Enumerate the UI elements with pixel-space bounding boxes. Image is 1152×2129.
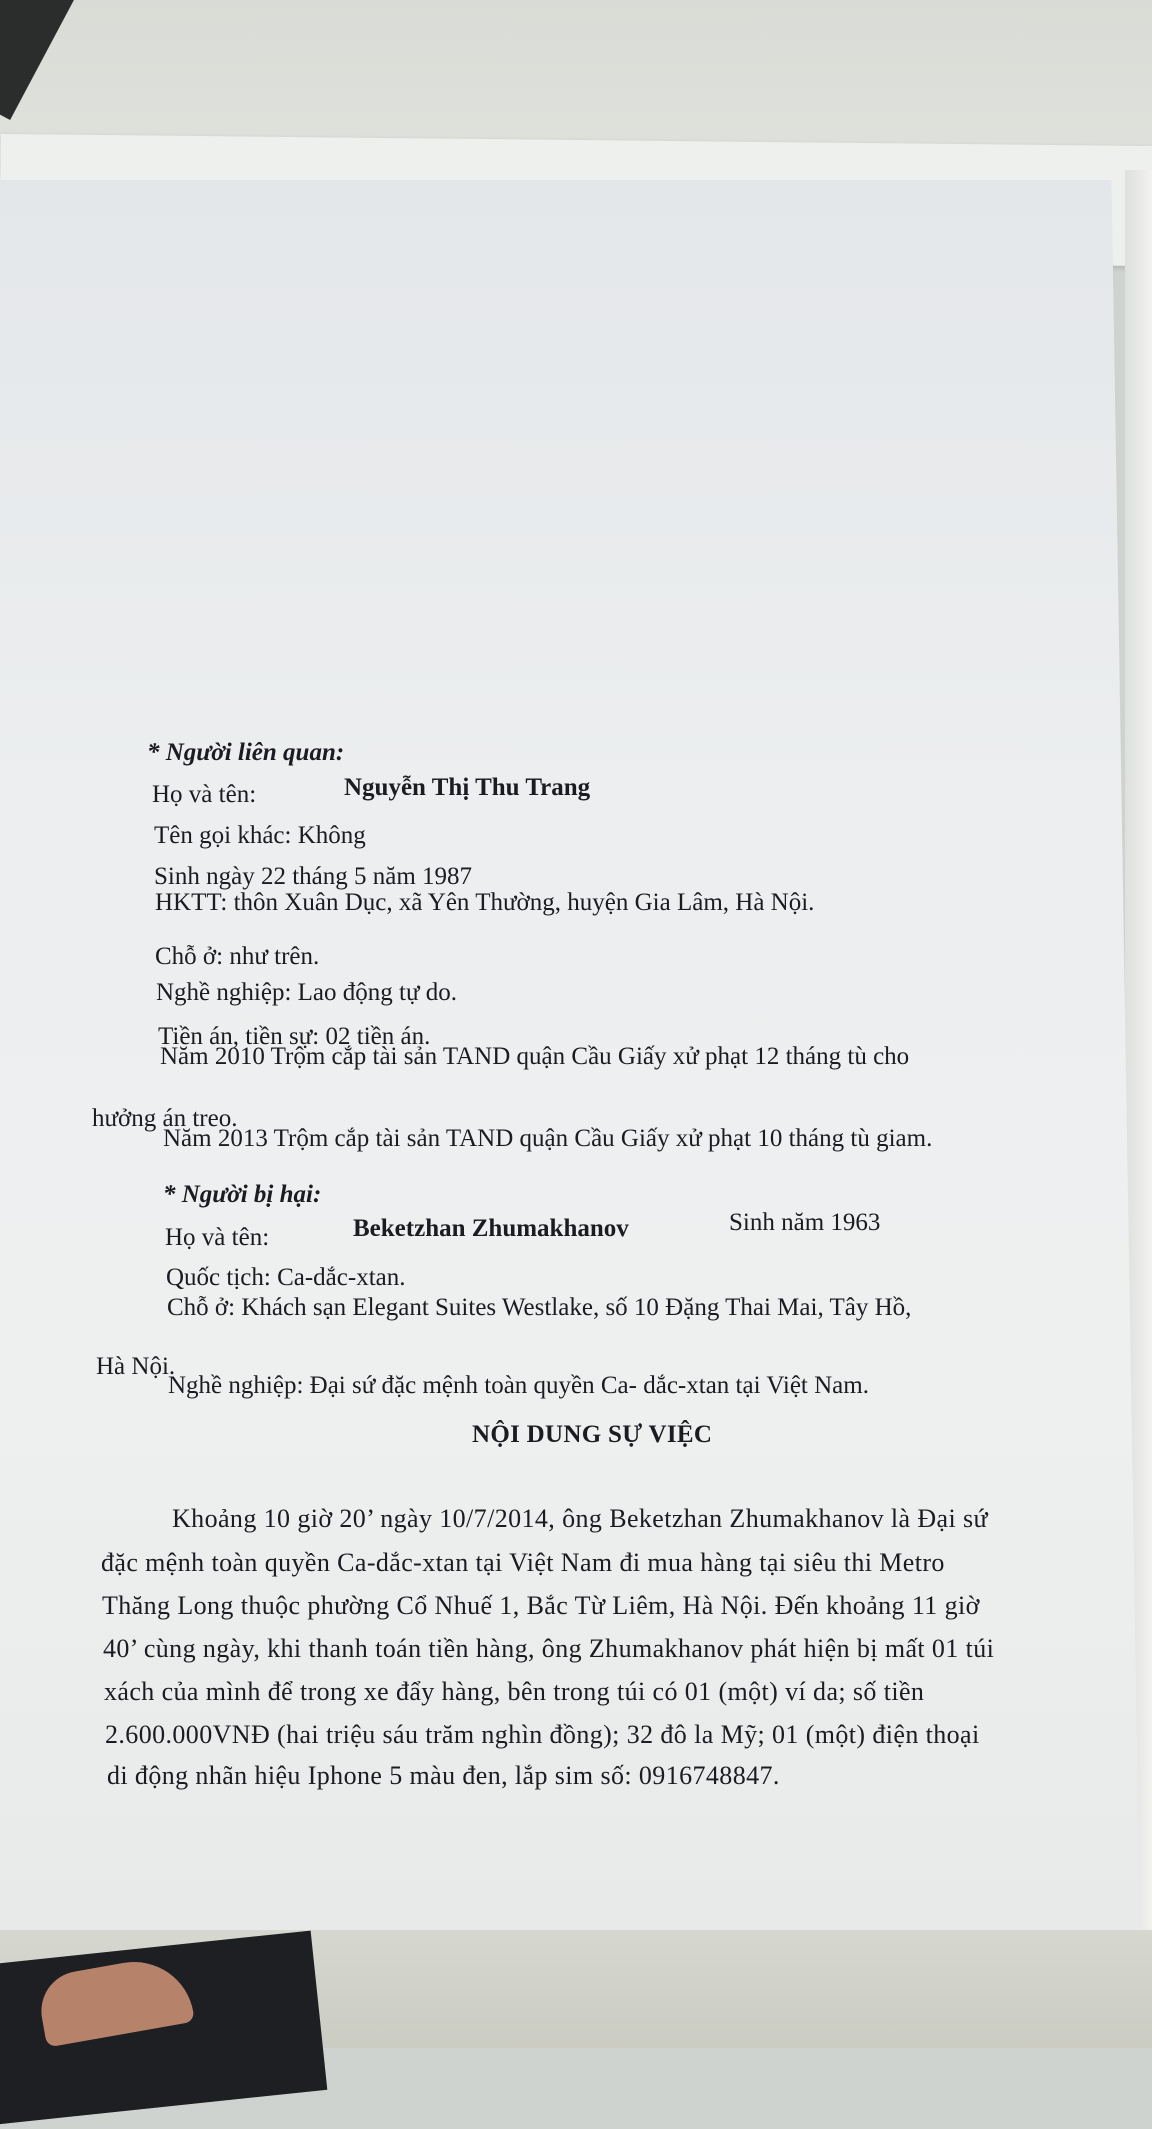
record-2010-line-1: Năm 2010 Trộm cắp tài sản TAND quận Cầu Giấy xử phạt 12 tháng tù cho [160, 1043, 910, 1070]
incident-line: Khoảng 10 giờ 20’ ngày 10/7/2014, ông Beketzhan Zhumakhanov là Đại sứ [172, 1504, 989, 1533]
related-person-dob: Sinh ngày 22 tháng 5 năm 1987 [154, 863, 473, 890]
related-person-occupation: Nghề nghiệp: Lao động tự do. [156, 979, 458, 1006]
incident-line: 40’ cùng ngày, khi thanh toán tiền hàng, ông Zhumakhanov phát hiện bị mất 01 túi [103, 1634, 995, 1663]
victim-residence-line-1: Chỗ ở: Khách sạn Elegant Suites Westlake, số 10 Đặng Thai Mai, Tây Hồ, [167, 1294, 912, 1321]
related-person-alias: Tên gọi khác: Không [154, 822, 366, 849]
incident-title: NỘI DUNG SỰ VIỆC [472, 1421, 713, 1448]
victim-occupation: Nghề nghiệp: Đại sứ đặc mệnh toàn quyền Ca- dắc-xtan tại Việt Nam. [168, 1372, 869, 1399]
incident-line: đặc mệnh toàn quyền Ca-dắc-xtan tại Việt Nam đi mua hàng tại siêu thi Metro [101, 1548, 945, 1577]
victim-birth-year: Sinh năm 1963 [729, 1209, 881, 1236]
related-person-residence: Chỗ ở: như trên. [155, 943, 320, 970]
victim-heading: * Người bị hại: [163, 1181, 322, 1208]
record-2010-line-2: hưởng án treo. [92, 1105, 238, 1132]
incident-line: Thăng Long thuộc phường Cổ Nhuế 1, Bắc Từ Liêm, Hà Nội. Đến khoảng 11 giờ [102, 1591, 980, 1620]
incident-line: xách của mình để trong xe đẩy hàng, bên trong túi có 01 (một) ví da; số tiền [104, 1677, 925, 1706]
victim-name: Beketzhan Zhumakhanov [353, 1215, 629, 1242]
incident-line: 2.600.000VNĐ (hai triệu sáu trăm nghìn đồng); 32 đô la Mỹ; 01 (một) điện thoại [105, 1720, 980, 1749]
incident-line: di động nhãn hiệu Iphone 5 màu đen, lắp sim số: 0916748847. [107, 1761, 780, 1790]
record-2013: Năm 2013 Trộm cắp tài sản TAND quận Cầu Giấy xử phạt 10 tháng tù giam. [163, 1125, 933, 1152]
victim-nationality: Quốc tịch: Ca-dắc-xtan. [166, 1264, 406, 1291]
related-person-name: Nguyễn Thị Thu Trang [344, 774, 591, 801]
related-person-name-label: Họ và tên: [152, 781, 257, 808]
victim-residence-line-2: Hà Nội. [96, 1353, 176, 1380]
related-person-heading: * Người liên quan: [147, 739, 345, 766]
related-person-hktt: HKTT: thôn Xuân Dục, xã Yên Thường, huyện Gia Lâm, Hà Nội. [155, 889, 815, 916]
related-person-criminal-record: Tiền án, tiền sự: 02 tiền án. [158, 1023, 431, 1050]
victim-name-label: Họ và tên: [165, 1224, 270, 1251]
